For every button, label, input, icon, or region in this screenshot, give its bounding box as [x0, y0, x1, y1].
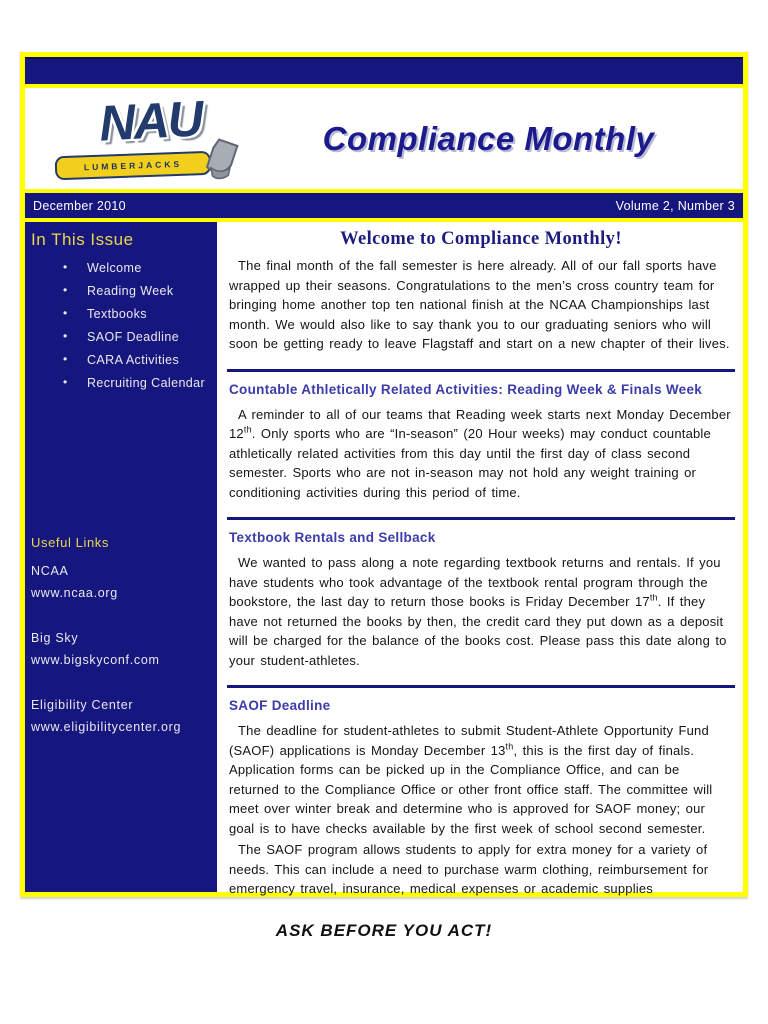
toc-item-reading-week	[29, 285, 213, 298]
nau-lumberjacks-logo	[53, 91, 248, 187]
link-name: NCAA	[31, 564, 69, 578]
toc-item-label: Textbooks	[87, 307, 147, 321]
newsletter-title: Compliance Monthly	[322, 119, 655, 157]
section-heading: SAOF Deadline	[229, 698, 331, 713]
link-name: Eligibility Center	[31, 698, 134, 712]
link-group-ncaa	[31, 560, 213, 604]
section-paragraph: A reminder to all of our teams that Reading week starts next Monday December 12th. Only sports who are “In-season” (20 Hour weeks) may conduct countable athletically related activities from this day until the first day of class second semester. Sports who are not in-season may not hold any weight training or conditioning activities during this period of time.	[229, 406, 731, 500]
welcome-title: Welcome to Compliance Monthly!	[340, 229, 622, 249]
toc-item-welcome	[29, 262, 213, 275]
toc-item-saof-deadline	[29, 331, 213, 344]
section-welcome	[227, 222, 735, 372]
bullet-icon: •	[63, 375, 68, 389]
toc-item-label: CARA Activities	[87, 353, 180, 367]
sidebar	[25, 222, 217, 892]
issue-date: December 2010	[33, 198, 126, 213]
toc-item-label: Recruiting Calendar	[87, 376, 206, 390]
section-cara-activities	[227, 372, 735, 521]
masthead	[25, 88, 743, 189]
toc-item-label: Reading Week	[87, 284, 174, 298]
content-row	[25, 222, 743, 896]
toc-item-textbooks	[29, 308, 213, 321]
section-textbooks	[227, 520, 735, 688]
toc-item-label: SAOF Deadline	[87, 330, 180, 344]
axe-head-icon	[204, 136, 244, 181]
toc-item-cara-activities	[29, 354, 213, 367]
toc-item-recruiting-calendar	[29, 377, 213, 390]
link-url: www.ncaa.org	[31, 586, 118, 600]
footer-slogan: ASK BEFORE YOU ACT!	[275, 921, 493, 940]
newsletter-frame	[20, 52, 748, 897]
section-heading: Textbook Rentals and Sellback	[229, 530, 436, 545]
bullet-icon: •	[63, 306, 68, 320]
axe-graphic	[54, 145, 243, 186]
bullet-icon: •	[63, 283, 68, 297]
issue-bar	[25, 193, 743, 218]
link-group-big-sky	[31, 627, 213, 671]
section-paragraph: The deadline for student-athletes to submit Student-Athlete Opportunity Fund (SAOF) applications is Monday December 13th, this is the first day of finals. Application forms can be picked up in the Compliance Office, and can be returned to the Compliance Office or other front office staff. The committee will meet over winter break and determine who is approved for SAOF money; our goal is to have checks available by the first week of school second semester.	[229, 723, 713, 836]
top-strip	[25, 57, 743, 84]
bullet-icon: •	[63, 329, 68, 343]
toc-list	[29, 262, 213, 390]
link-url: www.bigskyconf.com	[31, 653, 160, 667]
lumberjacks-label: LUMBERJACKS	[55, 150, 212, 179]
link-name: Big Sky	[31, 631, 79, 645]
section-heading: Countable Athletically Related Activities: Reading Week & Finals Week	[229, 381, 703, 397]
link-url: www.eligibilitycenter.org	[31, 720, 182, 734]
toc-title: In This Issue	[31, 230, 134, 249]
bullet-icon: •	[63, 352, 68, 366]
section-paragraph: The SAOF program allows students to apply for extra money for a variety of needs. This can include a need to purchase warm clothing, reimbursement for emergency travel, insurance, medical expenses or academic supplies	[229, 842, 709, 896]
issue-volume: Volume 2, Number 3	[615, 198, 735, 213]
toc-item-label: Welcome	[87, 261, 142, 275]
nau-logo-text: NAU	[97, 89, 204, 152]
main-content	[222, 222, 743, 896]
link-group-eligibility-center	[31, 694, 213, 738]
section-paragraph: We wanted to pass along a note regarding textbook returns and rentals. If you have students who took advantage of the textbook rental program through the bookstore, the last day to return those books is Friday December 17th. If they have not returned the books by then, the credit card they put down as a deposit will be charged for the balance of the books cost. Please pass this date along to your student-athletes.	[229, 555, 727, 668]
useful-links	[29, 535, 213, 738]
bullet-icon: •	[63, 260, 68, 274]
useful-links-title: Useful Links	[31, 535, 110, 550]
welcome-body: The final month of the fall semester is here already. All of our fall sports have wrapped up their seasons. Congratulations to the men’s cross country team for bringing home another top ten national finish at the NCAA Championships last month. We would also like to say thank you to our graduating seniors who will soon be getting ready to leave Flagstaff and start on a new chapter of their lives.	[229, 258, 730, 351]
section-saof-deadline	[227, 688, 735, 914]
